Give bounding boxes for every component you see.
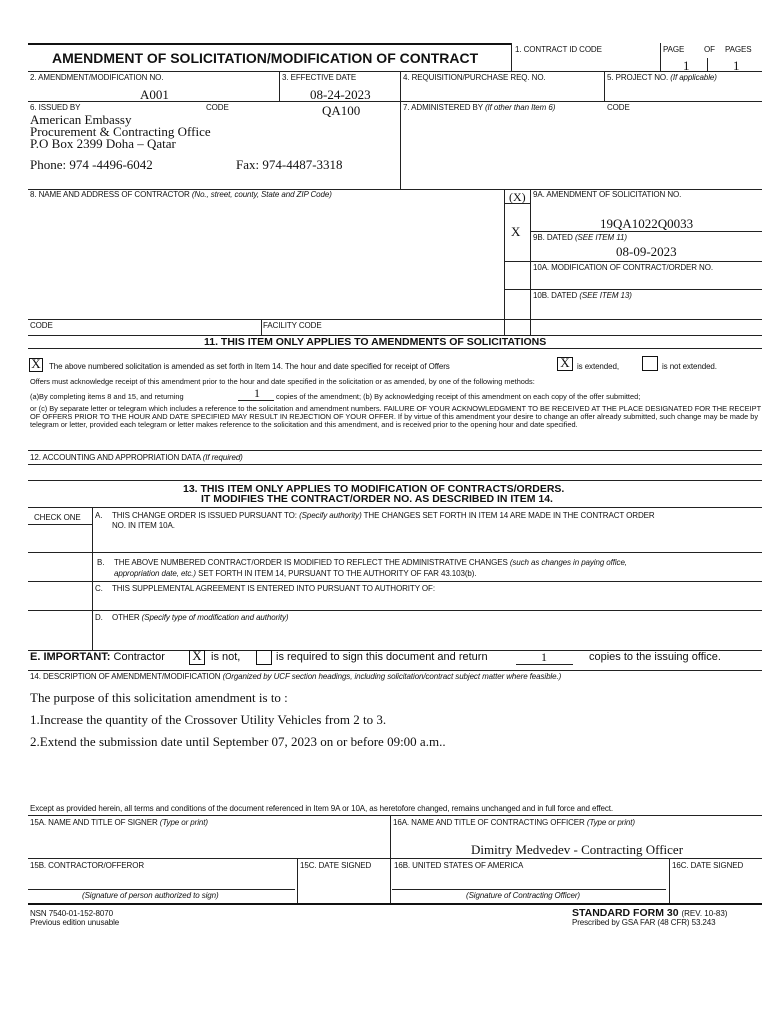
issued-code: QA100	[322, 103, 361, 118]
not-extended-label: is not extended.	[662, 362, 717, 371]
item14-note: (Organized by UCF section headings, including solicitation/contract subject matter where feasible.)	[222, 672, 562, 681]
sol-label: 9A. AMENDMENT OF SOLICITATION NO.	[533, 190, 682, 199]
item11-checkbox-not-extended[interactable]	[642, 356, 658, 371]
item11-check2-mark: X	[560, 355, 570, 370]
except-text: Except as provided herein, all terms and conditions of the document referenced in Item 9A or 10A, as heretofore changed, remains unchanged and in full force and effect.	[30, 804, 613, 813]
rule	[28, 450, 762, 451]
standard-form-rev: (REV. 10-83)	[681, 909, 728, 918]
extended-label: is extended,	[577, 362, 619, 371]
x-header: (X)	[509, 190, 526, 204]
dated9b-label	[533, 233, 627, 242]
sig-contractor-label: (Signature of person authorized to sign)	[82, 891, 219, 900]
rule	[530, 231, 762, 232]
rule	[28, 71, 762, 72]
divider	[669, 858, 670, 903]
divider	[530, 189, 531, 335]
divider	[660, 43, 661, 71]
issued-line-1: American Embassy	[30, 112, 132, 127]
important-copies: 1	[541, 650, 547, 664]
page-number: 1	[683, 58, 690, 73]
rule	[28, 552, 762, 553]
contracting-officer-name: Dimitry Medvedev - Contracting Officer	[471, 842, 684, 857]
rule	[28, 903, 762, 905]
item14-line2: 1.Increase the quantity of the Crossover Utility Vehicles from 2 to 3.	[30, 712, 387, 727]
rule	[28, 581, 762, 582]
row-b-text1: THE ABOVE NUMBERED CONTRACT/ORDER IS MODIFIED TO REFLECT THE ADMINISTRATIVE CHANGES	[114, 558, 508, 567]
row-a-text3: NO. IN ITEM 10A.	[112, 521, 175, 530]
contractor-label-text: 8. NAME AND ADDRESS OF CONTRACTOR	[30, 190, 190, 199]
pages-count: 1	[733, 58, 740, 73]
important-check-mark: X	[192, 648, 202, 663]
divider	[279, 71, 280, 101]
page-label: PAGE	[663, 45, 685, 54]
req-label: 4. REQUISITION/PURCHASE REQ. NO.	[403, 73, 546, 82]
item14-line3: 2.Extend the submission date until September 07, 2023 on or before 09:00 a.m..	[30, 734, 446, 749]
f15c-label: 15C. DATE SIGNED	[300, 861, 372, 870]
item11-title: 11. THIS ITEM ONLY APPLIES TO AMENDMENTS OF SOLICITATIONS	[204, 336, 547, 348]
divider	[390, 815, 391, 903]
admin-label-text: 7. ADMINISTERED BY	[403, 103, 483, 112]
amend-no: A001	[140, 87, 169, 102]
item12-note: (If required)	[202, 453, 243, 462]
dated10b-label-text: 10B. DATED	[533, 291, 578, 300]
copies-to-label: copies to the issuing office.	[589, 651, 721, 663]
important-checkbox-is-not[interactable]	[189, 650, 205, 665]
item13-title2: IT MODIFIES THE CONTRACT/ORDER NO. AS DESCRIBED IN ITEM 14.	[201, 493, 553, 505]
important-checkbox-is-required[interactable]	[256, 650, 272, 665]
item11-text1: The above numbered solicitation is amended as set forth in Item 14. The hour and date specified for receipt of Offers	[49, 362, 450, 371]
divider	[400, 71, 401, 101]
eff-date-label: 3. EFFECTIVE DATE	[282, 73, 357, 82]
of-label: OF	[704, 45, 715, 54]
item12-label	[30, 453, 243, 462]
divider	[400, 101, 401, 189]
top-rule	[28, 43, 512, 45]
rule	[28, 464, 762, 465]
item11-checkbox-extended[interactable]	[557, 357, 573, 371]
project-label-text: 5. PROJECT NO.	[607, 73, 669, 82]
rule	[392, 889, 666, 890]
rule	[238, 400, 274, 401]
item11-copies: 1	[254, 386, 260, 400]
dated9b-label-text: 9B. DATED	[533, 233, 573, 242]
sig-officer-label: (Signature of Contracting Officer)	[466, 891, 580, 900]
f15a-label	[30, 818, 208, 827]
contractor-note: (No., street, county, State and ZIP Code)	[191, 190, 332, 199]
rule	[504, 261, 762, 262]
row-d-text	[112, 613, 288, 622]
item13-title1: 13. THIS ITEM ONLY APPLIES TO MODIFICATION OF CONTRACTS/ORDERS.	[183, 483, 565, 495]
pages-label: PAGES	[725, 45, 752, 54]
rule	[28, 507, 762, 508]
rule	[28, 524, 92, 525]
item14-label-text: 14. DESCRIPTION OF AMENDMENT/MODIFICATION	[30, 672, 221, 681]
row-a-text1: THIS CHANGE ORDER IS ISSUED PURSUANT TO:	[112, 511, 297, 520]
row-a-text	[112, 511, 655, 520]
f16c-label: 16C. DATE SIGNED	[672, 861, 744, 870]
row-a-letter: A.	[95, 511, 103, 520]
rule	[28, 670, 762, 671]
row-a-text2: THE CHANGES SET FORTH IN ITEM 14 ARE MADE IN THE CONTRACT ORDER	[363, 511, 655, 520]
row-c-text: THIS SUPPLEMENTAL AGREEMENT IS ENTERED INTO PURSUANT TO AUTHORITY OF:	[112, 584, 435, 593]
f15b-label: 15B. CONTRACTOR/OFFEROR	[30, 861, 145, 870]
check-one-label: CHECK ONE	[34, 513, 81, 522]
item11-text3b: copies of the amendment; (b) By acknowledging receipt of this amendment on each copy of the offer submitted;	[276, 392, 641, 401]
sol-x-mark: X	[511, 224, 521, 239]
issued-code-label: CODE	[206, 103, 229, 112]
row-b-note2: appropriation date, etc.)	[114, 569, 196, 578]
rule	[28, 610, 762, 611]
rule	[28, 889, 295, 890]
row-b-text	[114, 558, 627, 567]
item11-text3a: (a)By completing items 8 and 15, and returning	[30, 392, 184, 401]
rule	[28, 319, 762, 320]
rule	[28, 101, 762, 102]
row-a-note: (Specify authority)	[299, 511, 362, 520]
divider	[604, 71, 605, 101]
contractor-code-label: CODE	[30, 321, 53, 330]
rule	[28, 858, 762, 859]
nsn: NSN 7540-01-152-8070	[30, 909, 113, 918]
contractor-label	[30, 190, 332, 199]
item14-label	[30, 672, 561, 681]
divider	[707, 58, 708, 71]
mod-label: 10A. MODIFICATION OF CONTRACT/ORDER NO.	[533, 263, 713, 272]
issued-by-label: 6. ISSUED BY	[30, 103, 81, 112]
divider	[92, 507, 93, 650]
project-label	[607, 73, 717, 82]
dated10b-label	[533, 291, 632, 300]
row-c-letter: C.	[95, 584, 103, 593]
project-note: (If applicable)	[670, 73, 717, 82]
f16b-label: 16B. UNITED STATES OF AMERICA	[394, 861, 524, 870]
item11-checkbox-amended[interactable]	[29, 358, 43, 372]
row-b-letter: B.	[97, 558, 105, 567]
divider	[297, 858, 298, 903]
rule	[28, 815, 762, 816]
dated10b-note: (SEE ITEM 13)	[579, 291, 632, 300]
item14-line1: The purpose of this solicitation amendment is to :	[30, 690, 288, 705]
important-line	[30, 651, 165, 663]
row-b-note1: (such as changes in paying office,	[509, 558, 627, 567]
item11-text2: Offers must acknowledge receipt of this amendment prior to the hour and date specified in the solicitation or as amended, by one of the following methods:	[30, 377, 535, 386]
admin-label	[403, 103, 555, 112]
item12-label-text: 12. ACCOUNTING AND APPROPRIATION DATA	[30, 453, 201, 462]
admin-code-label: CODE	[607, 103, 630, 112]
f15a-label-text: 15A. NAME AND TITLE OF SIGNER	[30, 818, 158, 827]
standard-form-title: STANDARD FORM 30	[572, 907, 679, 919]
form-title: AMENDMENT OF SOLICITATION/MODIFICATION OF CONTRACT	[52, 50, 479, 66]
row-b-text-line2	[114, 569, 476, 578]
dated9b-note: (SEE ITEM 11)	[574, 233, 627, 242]
important-contractor: Contractor	[113, 651, 165, 663]
eff-date: 08-24-2023	[310, 87, 371, 102]
divider	[511, 43, 512, 71]
f16a-label-text: 16A. NAME AND TITLE OF CONTRACTING OFFICER	[393, 818, 585, 827]
row-d-text1: OTHER	[112, 613, 140, 622]
divider	[504, 189, 505, 335]
admin-note: (If other than Item 6)	[484, 103, 556, 112]
issued-address	[30, 114, 211, 150]
rule	[28, 480, 762, 481]
issued-line-3: P.O Box 2399 Doha – Qatar	[30, 136, 176, 151]
issued-line-2: Procurement & Contracting Office	[30, 124, 211, 139]
f16a-label	[393, 818, 635, 827]
divider	[261, 319, 262, 335]
item11-check1-mark: X	[31, 356, 41, 371]
rule	[504, 203, 530, 204]
prescribed-by: Prescribed by GSA FAR (48 CFR) 53.243	[572, 918, 716, 927]
is-not-label: is not,	[211, 651, 241, 663]
sol-no: 19QA1022Q0033	[600, 216, 694, 231]
important-label: E. IMPORTANT:	[30, 651, 111, 663]
issued-phone: Phone: 974 -4496-6042	[30, 157, 153, 172]
rule	[28, 348, 762, 349]
rule	[516, 664, 573, 665]
facility-code-label: FACILITY CODE	[263, 321, 322, 330]
f15a-note: (Type or print)	[159, 818, 208, 827]
contract-id-label: 1. CONTRACT ID CODE	[515, 45, 602, 54]
rule	[504, 289, 762, 290]
row-d-letter: D.	[95, 613, 103, 622]
f16a-note: (Type or print)	[586, 818, 635, 827]
previous-edition: Previous edition unusable	[30, 918, 120, 927]
issued-fax: Fax: 974-4487-3318	[236, 157, 343, 172]
amend-no-label: 2. AMENDMENT/MODIFICATION NO.	[30, 73, 164, 82]
dated9b: 08-09-2023	[616, 244, 677, 259]
row-d-note: (Specify type of modification and authority)	[141, 613, 289, 622]
is-required-label: is required to sign this document and return	[276, 651, 488, 663]
item11-text4: or (c) By separate letter or telegram which includes a reference to the solicitation and amendment numbers. FAILURE OF YOUR ACKNOWLEDGMENT TO BE RECEIVED AT THE PLACE DESIGNATED FOR THE RECEIPT OF OFFERS PRIOR TO THE HOUR AND DATE SPECIFIED MAY RESULT IN REJECTION OF YOUR OFFER. If by virtue of this amendment your desire to change an offer already submitted, such change may be made by telegram or letter, provided each telegram or letter makes reference to the solicitation and this amendment, and is received prior to the opening hour and date specified.	[30, 404, 761, 430]
row-b-text2: SET FORTH IN ITEM 14, PURSUANT TO THE AUTHORITY OF FAR 43.103(b).	[198, 569, 477, 578]
